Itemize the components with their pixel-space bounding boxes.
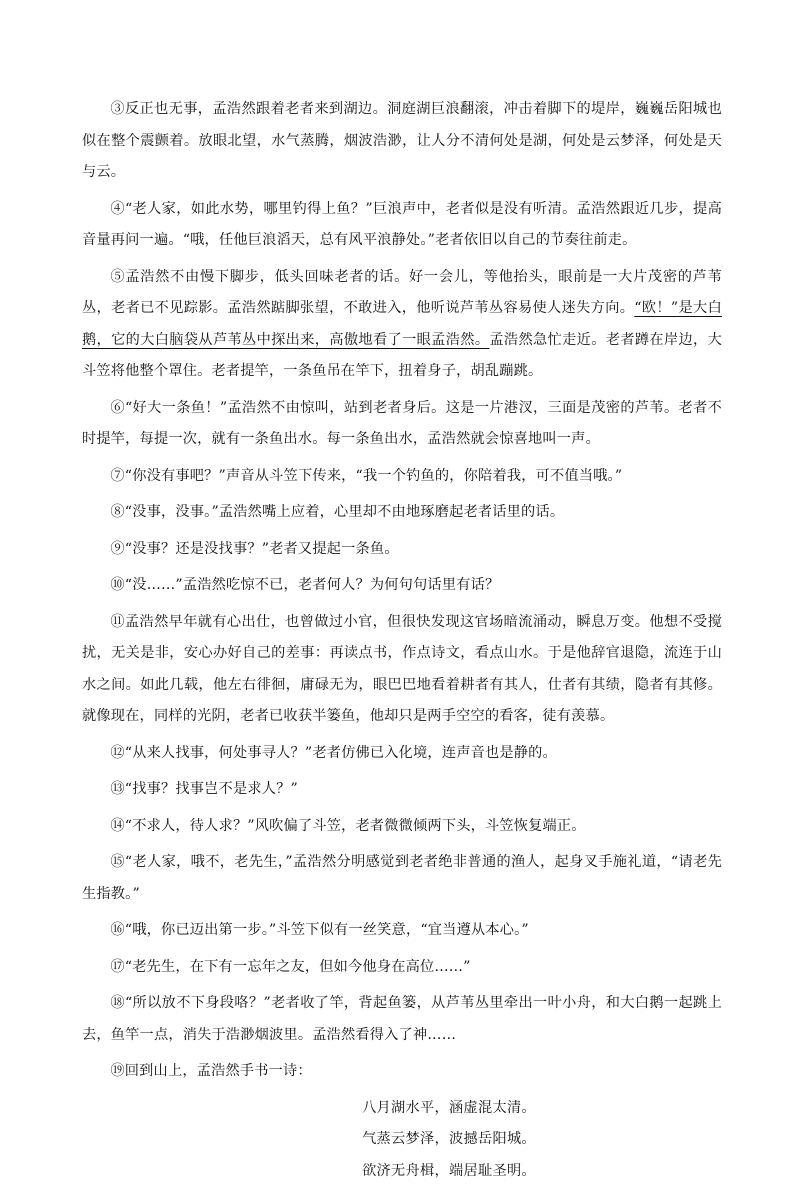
paragraph-p16 [82,915,722,947]
paragraph-text: ⑭“不求人，待人求？”风吹偏了斗笠，老者微微倾两下头，斗笠恢复端正。 [110,818,585,834]
paragraph-p17 [82,952,722,984]
paragraph-p12 [82,738,722,770]
paragraph-text: ⑫“从来人找事，何处事寻人？”老者仿佛已入化境，连声音也是静的。 [110,745,557,761]
paragraph-p4 [82,194,722,257]
paragraph-p11 [82,607,722,733]
paragraph-text: ⑦“你没有事吧？”声音从斗笠下传来，“我一个钓鱼的，你陪着我，可不值当哦。” [110,468,622,484]
paragraph-p5 [82,262,722,388]
poem-block [82,1093,722,1187]
text-body [82,94,722,1088]
paragraph-text: 孟浩然急忙走近。老者蹲在岸边，大斗笠将他整个罩住。老者提竿，一条鱼吊在竿下，扭着身子，胡乱蹦跳。 [82,332,722,380]
paragraph-text: ⑰“老先生，在下有一忘年之友，但如今他身在高位……” [110,959,470,975]
paragraph-text: ⑲回到山上，孟浩然手书一诗： [110,1063,311,1079]
paragraph-p3 [82,94,722,189]
paragraph-text: ⑱“所以放不下身段咯？”老者收了竿，背起鱼篓，从芦苇丛里牵出一叶小舟，和大白鹅一起跳上去，鱼竿一点，消失于浩渺烟波里。孟浩然看得入了神…… [82,995,722,1043]
paragraph-text: ⑨“没事？还是没找事？”老者又提起一条鱼。 [110,541,398,557]
paragraph-text: ④“老人家，如此水势，哪里钓得上鱼？”巨浪声中，老者似是没有听清。孟浩然跟近几步，提高音量再问一遍。“哦，任他巨浪滔天，总有风平浪静处。”老者依旧以自己的节奏往前走。 [82,201,722,249]
paragraph-p19 [82,1056,722,1088]
poem-line: 欲济无舟楫，端居耻圣明。 [176,1156,722,1187]
paragraph-text: ⑩“没……”孟浩然吃惊不已，老者何人？为何句句话里有话？ [110,577,499,593]
document-page [82,94,722,1187]
paragraph-p15 [82,847,722,910]
poem-line: 气蒸云梦泽，波撼岳阳城。 [176,1124,722,1156]
paragraph-text: ⑯“哦，你已迈出第一步。”斗笠下似有一丝笑意，“宜当遵从本心。” [110,922,528,938]
underlined-sentence: “欧！”是大白鹅，它的大白脑袋从芦苇丛中探出来，高傲地看了一眼孟浩然。 [82,300,722,348]
paragraph-p14 [82,811,722,843]
poem-line: 八月湖水平，涵虚混太清。 [176,1093,722,1125]
paragraph-p6 [82,393,722,456]
paragraph-p10 [82,570,722,602]
paragraph-p8 [82,497,722,529]
paragraph-text: ③反正也无事，孟浩然跟着老者来到湖边。洞庭湖巨浪翻滚，冲击着脚下的堤岸，巍巍岳阳城也似在整个震颤着。放眼北望，水气蒸腾，烟波浩渺，让人分不清何处是湖，何处是云梦泽，何处是天与云。 [82,101,722,180]
paragraph-text: ⑪孟浩然早年就有心出仕，也曾做过小官，但很快发现这官场暗流涌动，瞬息万变。他想不受搅扰，无关是非，安心办好自己的差事：再读点书，作点诗文，看点山水。于是他辞官退隐，流连于山水之间。如此几载，他左右徘徊，庸碌无为，眼巴巴地看着耕者有其人，仕者有其绩，隐者有其修。就像现在，同样的光阴，老者已收获半篓鱼，他却只是两手空空的看客，徒有羡慕。 [82,614,722,725]
paragraph-text: ⑧“没事，没事。”孟浩然嘴上应着，心里却不由地琢磨起老者话里的话。 [110,504,564,520]
paragraph-text: ⑮“老人家，哦不，老先生，”孟浩然分明感觉到老者绝非普通的渔人，起身叉手施礼道，“请老先生指教。” [82,854,722,902]
paragraph-p9 [82,534,722,566]
paragraph-p13 [82,774,722,806]
paragraph-p18 [82,988,722,1051]
paragraph-text: ⑥“好大一条鱼！”孟浩然不由惊叫，站到老者身后。这是一片港汊，三面是茂密的芦苇。老者不时提竿，每提一次，就有一条鱼出水。每一条鱼出水，孟浩然就会惊喜地叫一声。 [82,400,722,448]
paragraph-p7 [82,461,722,493]
paragraph-text: ⑬“找事？找事岂不是求人？” [110,781,298,797]
paragraph-text: ⑤孟浩然不由慢下脚步，低头回味老者的话。好一会儿，等他抬头，眼前是一大片茂密的芦苇丛，老者已不见踪影。孟浩然踮脚张望，不敢进入，他听说芦苇丛容易使人迷失方向。 [82,269,722,317]
